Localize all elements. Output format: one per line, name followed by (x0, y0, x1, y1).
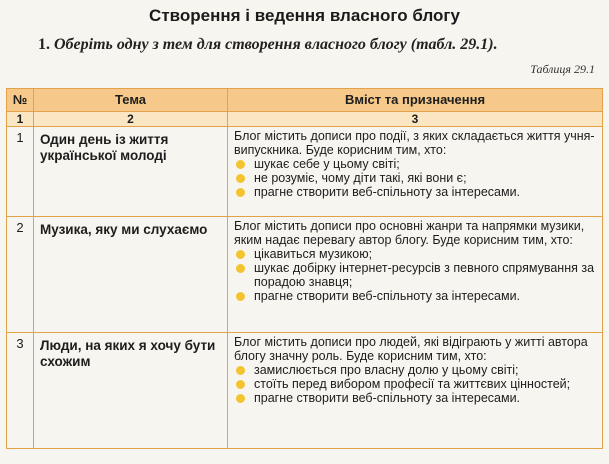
bullet-icon (236, 264, 245, 273)
list-item: прагне створити веб-спільноту за інтересами. (234, 391, 598, 405)
table-row (7, 333, 603, 449)
row-topic: Люди, на яких я хочу бути схожим (34, 333, 228, 449)
column-number: 3 (228, 112, 603, 127)
task-text: Оберіть одну з тем для створення власного блогу (табл. 29.1). (54, 36, 498, 53)
task-statement (38, 36, 498, 54)
task-number: 1. (38, 36, 50, 53)
table-header-row (7, 89, 603, 112)
list-item: стоїть перед вибором професії та життєвих цінностей; (234, 377, 598, 391)
list-item: замислюється про власну долю у цьому світі; (234, 363, 598, 377)
header-topic: Тема (34, 89, 228, 112)
column-number: 2 (34, 112, 228, 127)
bullet-icon (236, 160, 245, 169)
row-number: 2 (7, 217, 34, 333)
bullet-icon (236, 174, 245, 183)
column-number-row (7, 112, 603, 127)
bullet-icon (236, 188, 245, 197)
row-content (228, 127, 603, 217)
list-item: не розуміє, чому діти такі, які вони є; (234, 171, 598, 185)
table-caption: Таблиця 29.1 (530, 62, 595, 76)
content-intro: Блог містить дописи про події, з яких складається життя учня-випускника. Буде корисним тим, хто: (234, 129, 595, 157)
bullet-icon (236, 380, 245, 389)
list-item: прагне створити веб-спільноту за інтересами. (234, 289, 598, 303)
bullet-icon (236, 250, 245, 259)
bullet-icon (236, 394, 245, 403)
row-number: 3 (7, 333, 34, 449)
row-topic: Один день із життя української молоді (34, 127, 228, 217)
content-intro: Блог містить дописи про основні жанри та напрямки музики, яким надає перевагу автор блогу. Буде корисним тим, хто: (234, 219, 585, 247)
row-content (228, 217, 603, 333)
table-row (7, 217, 603, 333)
row-topic: Музика, яку ми слухаємо (34, 217, 228, 333)
row-number: 1 (7, 127, 34, 217)
topics-table (6, 88, 603, 449)
list-item: прагне створити веб-спільноту за інтересами. (234, 185, 598, 199)
list-item: шукає добірку інтернет-ресурсів з певного спрямування за порадою знавця; (234, 261, 598, 289)
header-content: Вміст та призначення (228, 89, 603, 112)
row-content (228, 333, 603, 449)
content-intro: Блог містить дописи про людей, які відіграють у житті автора блогу значну роль. Буде корисним тим, хто: (234, 335, 588, 363)
column-number: 1 (7, 112, 34, 127)
page-title: Створення і ведення власного блогу (149, 6, 460, 25)
list-item: шукає себе у цьому світі; (234, 157, 598, 171)
header-number: № (7, 89, 34, 112)
table-row (7, 127, 603, 217)
bullet-icon (236, 292, 245, 301)
list-item: цікавиться музикою; (234, 247, 598, 261)
bullet-icon (236, 366, 245, 375)
